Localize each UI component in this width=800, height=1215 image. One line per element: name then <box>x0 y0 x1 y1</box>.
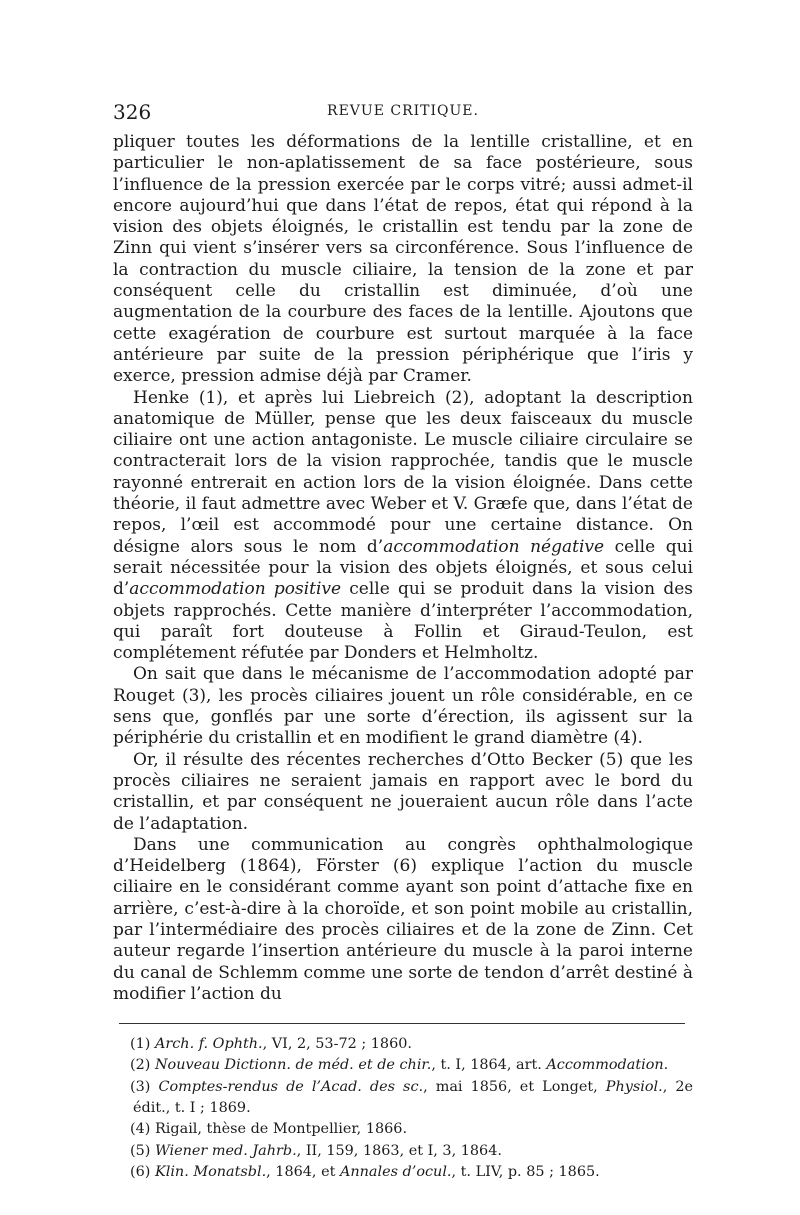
paragraph-4: Or, il résulte des récentes recherches d’Otto Becker (5) que les procès ciliaires ne seraient jamais en rapport avec le bord du cristallin, et par conséquent ne joueraient aucun rôle dans l’acte de l’adaptation. <box>113 749 693 834</box>
paragraph-5: Dans une communication au congrès ophthalmologique d’Heidelberg (1864), Förster (6) explique l’action du muscle ciliaire en le considérant comme ayant son point d’attache fixe en arrière, c’est-à-dire à la choroïde, et son point mobile au cristallin, par l’intermédiaire des procès ciliaires et de la zone de Zinn. Cet auteur regarde l’insertion antérieure du muscle à la paroi interne du canal de Schlemm comme une sorte de tendon d’arrêt destiné à modifier l’action du <box>113 834 693 1004</box>
footnote-3: (3) Comptes-rendus de l’Acad. des sc., mai 1856, et Longet, Physiol., 2e édit., t. I ; 1869. <box>130 1078 693 1117</box>
footnote-1: (1) Arch. f. Ophth., VI, 2, 53-72 ; 1860. <box>130 1036 412 1053</box>
term-negative-accommodation: accommodation négative <box>383 536 605 557</box>
term-positive-accommodation: accommodation positive <box>129 579 342 600</box>
page-number: 326 <box>113 100 152 124</box>
paragraph-2-text-b: celle qui serait nécessitée pour la vision des objets éloignés, et sous celui d’ <box>113 536 693 600</box>
running-head: REVUE CRITIQUE. <box>327 103 479 119</box>
paragraph-2-text-a: Henke (1), et après lui Liebreich (2), adoptant la description anatomique de Müller, pense que les deux faisceaux du muscle ciliaire ont une action antagoniste. Le muscle ciliaire circulaire se contracterait lors de la vision rapprochée, tandis que le muscle rayonné entrerait en action lors de la vision éloignée. Dans cette théorie, il faut admettre avec Weber et V. Græfe que, dans l’état de repos, l’œil est accommodé pour une certaine distance. On désigne alors sous le nom d’ <box>113 387 693 557</box>
footnote-4: (4) Rigail, thèse de Montpellier, 1866. <box>130 1121 408 1138</box>
book-page <box>113 100 693 1183</box>
footnotes <box>113 1034 693 1183</box>
paragraph-2-text-c: celle qui se produit dans la vision des objets rapprochés. Cette manière d’interpréter l’accommodation, qui paraît fort douteuse à Follin et Giraud-Teulon, est complétement réfutée par Donders et Helmholtz. <box>113 579 693 664</box>
paragraph-3: On sait que dans le mécanisme de l’accommodation adopté par Rouget (3), les procès ciliaires jouent un rôle considérable, en ce sens que, gonflés par une sorte d’érection, ils agissent sur la périphérie du cristallin et en modifient le grand diamètre (4). <box>113 664 693 749</box>
body-text <box>113 132 693 1005</box>
footnote-divider <box>119 1023 685 1024</box>
paragraph-2 <box>113 388 693 665</box>
footnote-2: (2) Nouveau Dictionn. de méd. et de chir., t. I, 1864, art. Accommodation. <box>130 1057 669 1074</box>
footnote-6: (6) Klin. Monatsbl., 1864, et Annales d’ocul., t. LIV, p. 85 ; 1865. <box>130 1163 600 1180</box>
footnote-5: (5) Wiener med. Jahrb., II, 159, 1863, et I, 3, 1864. <box>130 1142 502 1159</box>
paragraph-1: pliquer toutes les déformations de la lentille cristalline, et en particulier le non-aplatissement de sa face postérieure, sous l’influence de la pression exercée par le corps vitré; aussi admet-il encore aujourd’hui que dans l’état de repos, état qui répond à la vision des objets éloignés, le cristallin est tendu par la zone de Zinn qui vient s’insérer vers sa circonférence. Sous l’influence de la contraction du muscle ciliaire, la tension de la zone et par conséquent celle du cristallin est diminuée, d’où une augmentation de la courbure des faces de la lentille. Ajoutons que cette exagération de courbure est surtout marquée à la face antérieure par suite de la pression périphérique que l’iris y exerce, pression admise déjà par Cramer. <box>113 132 693 387</box>
page-header <box>113 100 693 130</box>
